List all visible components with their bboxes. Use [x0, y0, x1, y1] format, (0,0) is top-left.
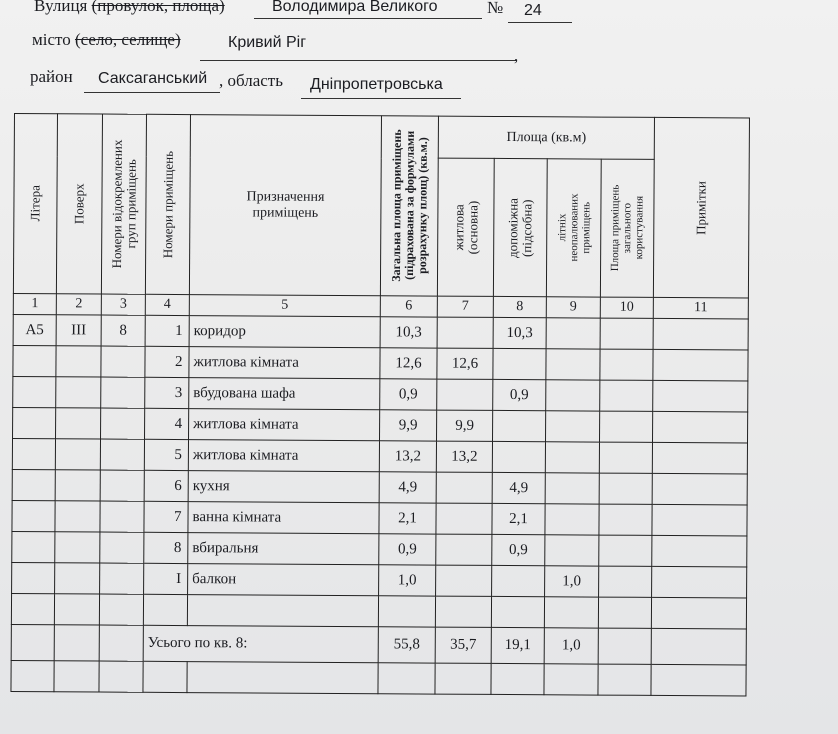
col-number: 1 — [13, 293, 56, 314]
city-line — [32, 30, 181, 50]
room-number-cell: 8 — [144, 532, 188, 563]
room-number-cell: І — [144, 563, 188, 594]
common-area-cell — [600, 349, 653, 380]
table-row — [12, 562, 747, 597]
header-living-area: житлова (основна) — [437, 158, 494, 296]
table-row — [13, 407, 748, 442]
street-line — [34, 0, 225, 16]
group-number-cell — [99, 594, 143, 625]
floor-cell — [55, 470, 100, 501]
purpose-cell: вбудована шафа — [189, 378, 380, 410]
notes-cell — [652, 411, 747, 443]
litera-cell — [13, 407, 56, 438]
table-row — [11, 593, 746, 628]
total-area-cell: 0,9 — [380, 379, 437, 410]
col-number: 7 — [437, 296, 493, 317]
group-number-cell: 8 — [101, 315, 145, 346]
table-row — [13, 314, 748, 349]
city-underline — [200, 60, 516, 61]
total-area-cell: 12,6 — [380, 348, 437, 379]
summer-area-cell — [546, 318, 600, 349]
group-number-cell — [101, 346, 145, 377]
room-number-cell: 7 — [144, 501, 188, 532]
living-area-cell — [435, 596, 491, 627]
living-area-cell — [437, 317, 493, 348]
col-number: 5 — [189, 295, 380, 317]
number-underline — [508, 22, 572, 23]
table-row — [12, 500, 747, 535]
room-number-cell — [143, 594, 187, 625]
aux-area-cell — [493, 410, 546, 441]
aux-area-cell — [491, 596, 544, 627]
region-underline — [301, 98, 461, 99]
col-number: 11 — [653, 297, 748, 319]
room-number-cell: 6 — [144, 470, 188, 501]
common-area-cell — [600, 380, 653, 411]
purpose-cell: вбиральня — [188, 533, 379, 565]
litera-cell — [12, 469, 55, 500]
aux-area-cell: 10,3 — [493, 317, 546, 348]
aux-area-cell — [492, 565, 545, 596]
table-row — [12, 531, 747, 566]
col-number: 10 — [600, 297, 653, 318]
common-area-cell — [599, 473, 652, 504]
floor-cell — [56, 408, 101, 439]
region-value: Дніпропетровська — [310, 76, 443, 93]
notes-cell — [652, 504, 747, 536]
table-row — [13, 345, 748, 380]
living-area-cell — [437, 379, 493, 410]
total-area-cell: 4,9 — [379, 472, 436, 503]
table-row — [12, 438, 747, 473]
header-litera: Літера — [13, 114, 57, 294]
summer-area-cell — [545, 504, 599, 535]
litera-cell — [13, 376, 56, 407]
purpose-cell: балкон — [188, 564, 379, 596]
litera-cell: А5 — [13, 314, 56, 345]
floor-cell — [55, 532, 100, 563]
common-area-cell — [599, 566, 652, 597]
header-notes: Примітки — [653, 117, 749, 298]
aux-area-cell: 0,9 — [493, 379, 546, 410]
region-label: , область — [219, 71, 283, 90]
summer-area-cell — [545, 442, 599, 473]
room-number-cell: 2 — [145, 346, 189, 377]
number-label: № — [487, 0, 504, 17]
header-area-group: Площа (кв.м) — [438, 116, 654, 159]
header-total-area: Загальна площа приміщень (підрахована за формулами розрахунку площ) (кв.м.) — [380, 116, 438, 296]
living-area-cell — [436, 534, 492, 565]
aux-area-cell: 0,9 — [492, 534, 545, 565]
purpose-cell: ванна кімната — [188, 502, 379, 534]
group-number-cell — [100, 439, 144, 470]
litera-cell — [13, 345, 56, 376]
notes-cell — [653, 349, 748, 381]
total-label: Усього по кв. 8: — [143, 625, 378, 662]
notes-cell — [653, 380, 748, 412]
total-area-cell: 13,2 — [379, 441, 436, 472]
col-number: 2 — [56, 294, 101, 315]
notes-cell — [652, 442, 747, 474]
total-area-cell: 2,1 — [379, 503, 436, 534]
col-number: 3 — [101, 294, 145, 315]
floor-cell: ІІІ — [56, 315, 101, 346]
aux-area-cell — [493, 348, 546, 379]
notes-cell — [652, 473, 747, 505]
empty-row — [11, 660, 746, 695]
notes-cell — [652, 566, 747, 598]
total-area-cell: 9,9 — [380, 410, 437, 441]
header-floor: Поверх — [56, 114, 102, 294]
street-value: Володимира Великого — [272, 0, 438, 15]
street-label: Вулиця — [34, 0, 88, 15]
notes-cell — [652, 535, 747, 567]
city-struck-text: (село, селище) — [74, 30, 181, 49]
litera-cell — [12, 438, 55, 469]
summer-area-cell — [545, 535, 599, 566]
common-area-cell — [599, 504, 652, 535]
living-area-cell: 9,9 — [437, 410, 493, 441]
header-room-numbers: Номери приміщень — [145, 114, 190, 294]
summer-area-cell — [544, 597, 598, 628]
living-area-cell — [436, 565, 492, 596]
group-number-cell — [100, 501, 144, 532]
district-underline — [84, 92, 220, 93]
summer-area-cell — [546, 349, 600, 380]
floor-cell — [56, 377, 101, 408]
room-number-cell: 4 — [145, 408, 189, 439]
purpose-cell: коридор — [189, 316, 380, 348]
total-area-cell: 0,9 — [379, 534, 436, 565]
purpose-cell — [187, 595, 378, 627]
notes-cell — [653, 318, 748, 350]
summer-area-sum: 1,0 — [544, 628, 598, 664]
total-area-cell — [378, 596, 435, 627]
floor-cell — [55, 501, 100, 532]
city-value: Кривий Ріг — [228, 34, 307, 51]
district-label: район — [30, 67, 73, 86]
district-value: Саксаганський — [98, 70, 208, 87]
floor-cell — [55, 563, 100, 594]
group-number-cell — [100, 470, 144, 501]
living-area-cell — [436, 503, 492, 534]
common-area-cell — [600, 411, 653, 442]
col-number: 9 — [546, 297, 600, 318]
group-number-cell — [100, 563, 144, 594]
floor-cell — [56, 346, 101, 377]
total-area-sum: 55,8 — [378, 627, 435, 663]
total-row — [11, 624, 746, 664]
table-row — [13, 376, 748, 411]
group-number-cell — [101, 377, 145, 408]
purpose-cell: кухня — [188, 471, 379, 503]
room-number-cell: 1 — [145, 315, 189, 346]
summer-area-cell: 1,0 — [545, 566, 599, 597]
total-area-cell: 10,3 — [380, 317, 437, 348]
notes-cell — [651, 597, 746, 629]
living-area-cell: 13,2 — [436, 441, 492, 472]
common-area-cell — [600, 318, 653, 349]
common-area-cell — [598, 597, 651, 628]
aux-area-sum: 19,1 — [491, 627, 544, 663]
aux-area-cell: 2,1 — [492, 503, 545, 534]
litera-cell — [11, 593, 54, 624]
summer-area-cell — [546, 411, 600, 442]
common-area-cell — [599, 442, 652, 473]
header-summer-area: літніх неопалюваних приміщень — [546, 159, 601, 297]
header-purpose: Призначення приміщень — [189, 115, 381, 296]
street-struck-text: (провулок, площа) — [91, 0, 225, 15]
purpose-cell: житлова кімната — [189, 347, 380, 379]
header-common-area: Площа приміщень загального користування — [600, 159, 654, 297]
number-value: 24 — [524, 2, 542, 19]
purpose-cell: житлова кімната — [189, 409, 380, 441]
living-area-sum: 35,7 — [435, 627, 491, 663]
aux-area-cell: 4,9 — [492, 472, 545, 503]
common-area-cell — [599, 535, 652, 566]
street-underline — [254, 18, 482, 19]
litera-cell — [12, 500, 55, 531]
table-row — [12, 469, 747, 504]
total-area-cell: 1,0 — [379, 565, 436, 596]
group-number-cell — [100, 532, 144, 563]
floor-cell — [55, 439, 100, 470]
living-area-cell: 12,6 — [437, 348, 493, 379]
header-group-numbers: Номери відокремлених груп приміщень — [101, 114, 146, 294]
litera-cell — [12, 531, 55, 562]
header-aux-area: допоміжна (підсобна) — [493, 158, 547, 296]
premises-table — [10, 113, 750, 696]
summer-area-cell — [546, 380, 600, 411]
city-comma: , — [514, 46, 519, 65]
purpose-cell: житлова кімната — [188, 440, 379, 472]
room-number-cell: 5 — [144, 439, 188, 470]
living-area-cell — [436, 472, 492, 503]
col-number: 6 — [380, 296, 437, 317]
col-number: 4 — [145, 294, 189, 315]
group-number-cell — [101, 408, 145, 439]
col-number: 8 — [493, 296, 546, 317]
city-label: місто — [32, 30, 71, 49]
floor-cell — [54, 594, 99, 625]
aux-area-cell — [492, 441, 545, 472]
litera-cell — [12, 562, 55, 593]
summer-area-cell — [545, 473, 599, 504]
room-number-cell: 3 — [145, 377, 189, 408]
